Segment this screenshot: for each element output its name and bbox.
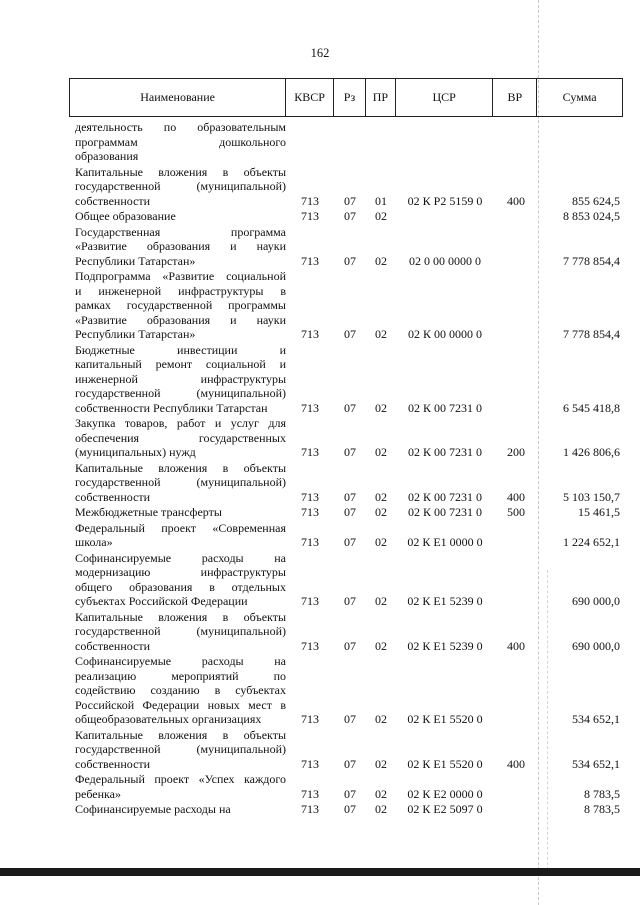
header-csr: ЦСР: [396, 79, 494, 116]
row-name-line: Межбюджетные трансферты: [75, 505, 222, 519]
row-csr: 02 0 00 0000 0: [409, 253, 481, 268]
row-name-line: «Развитие образования и науки: [75, 239, 286, 253]
row-rz: 07: [344, 638, 356, 653]
row-csr: 02 К Е1 5239 0: [407, 638, 483, 653]
row-kvsr: 713: [301, 786, 319, 801]
row-rz: 07: [344, 594, 356, 608]
row-name-line: капитальный ремонт социальной и: [75, 357, 286, 371]
row-csr: 02 К 00 7231 0: [407, 489, 482, 504]
header-kvsr: КВСР: [286, 79, 334, 116]
row-name: [69, 209, 286, 224]
row-sum: 8 853 024,5: [563, 209, 620, 223]
row-name-line: Федеральный проект «Современная: [75, 520, 286, 535]
row-pr: 02: [375, 400, 387, 415]
row-name-line: школа»: [75, 535, 113, 549]
row-name-line: Государственная программа: [75, 224, 286, 239]
row-name-line: Софинансируемые расходы на: [75, 654, 286, 668]
row-kvsr: 713: [301, 505, 319, 519]
row-name: [69, 120, 286, 164]
row-pr: 02: [375, 638, 387, 653]
row-name-line: государственной (муниципальной): [75, 386, 286, 400]
row-pr: 02: [375, 505, 387, 519]
page-number: 162: [310, 46, 330, 60]
row-name-line: ребенка»: [75, 786, 121, 801]
row-name-line: рамках государственной программы: [75, 298, 286, 312]
row-name: [69, 802, 286, 817]
row-name-line: Общее образование: [75, 209, 176, 223]
row-vr: 400: [507, 638, 525, 653]
row-kvsr: 713: [301, 209, 319, 223]
table-row: [69, 343, 623, 416]
row-rz: 07: [344, 802, 356, 816]
row-csr: 02 К 00 7231 0: [407, 445, 482, 459]
row-name: [69, 165, 286, 209]
row-kvsr: 713: [301, 712, 319, 726]
row-csr: 02 К Е1 5520 0: [407, 712, 483, 726]
table-row: [69, 209, 623, 224]
row-sum: 6 545 418,8: [563, 400, 620, 415]
row-kvsr: 713: [301, 594, 319, 608]
row-name-line: Бюджетные инвестиции и: [75, 342, 286, 357]
row-name: [69, 225, 286, 269]
row-csr: 02 К Е1 5520 0: [407, 756, 483, 771]
row-sum: 1 426 806,6: [563, 445, 620, 459]
row-name-line: (муниципальных) нужд: [75, 445, 196, 459]
table-row: [69, 802, 623, 817]
row-name-line: «Развитие образования и науки: [75, 312, 286, 327]
row-kvsr: 713: [301, 445, 319, 459]
row-vr: 400: [507, 756, 525, 771]
row-sum: 534 652,1: [572, 712, 620, 726]
row-name-line: Софинансируемые расходы на: [75, 550, 286, 565]
row-kvsr: 713: [301, 489, 319, 504]
row-rz: 07: [344, 489, 356, 504]
table-row: [69, 505, 623, 520]
row-vr: 400: [507, 489, 525, 504]
row-name: [69, 416, 286, 460]
row-name-line: государственной (муниципальной): [75, 475, 286, 489]
row-name-line: субъектах Российской Федерации: [75, 594, 248, 608]
row-name: [69, 521, 286, 550]
row-pr: 02: [375, 253, 387, 268]
row-kvsr: 713: [301, 802, 319, 816]
row-pr: 02: [375, 209, 387, 223]
row-name-line: реализацию мероприятий по: [75, 668, 286, 683]
row-rz: 07: [344, 445, 356, 459]
row-sum: 690 000,0: [572, 638, 620, 653]
row-csr: 02 К Е1 0000 0: [407, 535, 483, 549]
row-name: [69, 551, 286, 609]
row-kvsr: 713: [301, 756, 319, 771]
row-rz: 07: [344, 400, 356, 415]
table-row: [69, 225, 623, 269]
row-name-line: модернизацию инфраструктуры: [75, 565, 286, 579]
row-csr: 02 К Е2 5097 0: [407, 802, 483, 816]
header-sum: Сумма: [562, 90, 597, 104]
table-row: [69, 654, 623, 727]
row-rz: 07: [344, 756, 356, 771]
row-pr: 02: [375, 489, 387, 504]
row-sum: 1 224 652,1: [563, 535, 620, 549]
row-kvsr: 713: [301, 253, 319, 268]
row-name-line: Капитальные вложения в объекты: [75, 727, 286, 742]
table-row: [69, 551, 623, 609]
row-pr: 02: [375, 535, 387, 549]
row-rz: 07: [344, 193, 356, 208]
table-row: [69, 728, 623, 772]
row-sum: 7 778 854,4: [563, 327, 620, 341]
row-name-line: Капитальные вложения в объекты: [75, 164, 286, 179]
row-sum: 855 624,5: [572, 193, 620, 208]
row-name-line: Капитальные вложения в объекты: [75, 460, 286, 475]
row-rz: 07: [344, 786, 356, 801]
row-name-line: Республики Татарстан»: [75, 253, 196, 268]
row-pr: 01: [375, 193, 387, 208]
row-pr: 02: [375, 786, 387, 801]
row-name-line: обеспечения государственных: [75, 430, 286, 445]
row-csr: 02 К Е1 5239 0: [407, 594, 483, 608]
row-kvsr: 713: [301, 400, 319, 415]
row-name: [69, 343, 286, 416]
row-sum: 15 461,5: [578, 505, 620, 519]
row-kvsr: 713: [301, 638, 319, 653]
row-name-line: общеобразовательных организациях: [75, 712, 262, 726]
row-rz: 07: [344, 327, 356, 341]
row-csr: 02 К 00 7231 0: [407, 505, 482, 519]
row-name: [69, 654, 286, 727]
row-name-line: Российской Федерации новых мест в: [75, 697, 286, 712]
row-rz: 07: [344, 712, 356, 726]
header-rz: Рз: [334, 79, 366, 116]
row-name-line: общего образования в отдельных: [75, 579, 286, 594]
row-name-line: Федеральный проект «Успех каждого: [75, 772, 286, 786]
row-rz: 07: [344, 505, 356, 519]
row-name-line: государственной (муниципальной): [75, 742, 286, 756]
row-name-line: государственной (муниципальной): [75, 624, 286, 638]
table-row: [69, 772, 623, 801]
row-name-line: Закупка товаров, работ и услуг для: [75, 416, 286, 430]
row-pr: 02: [375, 445, 387, 459]
header-vr: ВР: [493, 79, 537, 116]
row-name: [69, 610, 286, 654]
row-vr: 400: [507, 193, 525, 208]
row-name-line: Капитальные вложения в объекты: [75, 609, 286, 624]
row-name-line: программам дошкольного: [75, 134, 286, 149]
row-name-line: деятельность по образовательным: [75, 120, 286, 134]
table-body: [69, 120, 623, 817]
row-pr: 02: [375, 712, 387, 726]
row-pr: 02: [375, 802, 387, 816]
row-name: [69, 269, 286, 342]
row-name: [69, 772, 286, 801]
table-header: [69, 78, 623, 117]
row-kvsr: 713: [301, 327, 319, 341]
row-name-line: Софинансируемые расходы на: [75, 802, 231, 816]
row-sum: 534 652,1: [572, 756, 620, 771]
row-sum: 5 103 150,7: [563, 489, 620, 504]
row-csr: 02 К Р2 5159 0: [407, 193, 483, 208]
row-name-line: Республики Татарстан»: [75, 327, 196, 341]
row-pr: 02: [375, 756, 387, 771]
row-name-line: государственной (муниципальной): [75, 179, 286, 193]
row-sum: 8 783,5: [584, 802, 620, 816]
row-name-line: собственности: [75, 193, 151, 208]
row-name: [69, 505, 286, 520]
row-pr: 02: [375, 594, 387, 608]
row-name-line: Подпрограмма «Развитие социальной: [75, 269, 286, 283]
scan-edge-bar: [0, 868, 640, 876]
row-kvsr: 713: [301, 193, 319, 208]
row-rz: 07: [344, 209, 356, 223]
row-name-line: собственности Республики Татарстан: [75, 400, 268, 415]
row-vr: 500: [507, 505, 525, 519]
row-rz: 07: [344, 535, 356, 549]
row-rz: 07: [344, 253, 356, 268]
row-csr: 02 К Е2 0000 0: [407, 786, 483, 801]
table-row: [69, 165, 623, 209]
row-name-line: инженерной инфраструктуры: [75, 371, 286, 386]
row-csr: 02 К 00 0000 0: [407, 327, 482, 341]
row-name-line: собственности: [75, 756, 151, 771]
row-csr: 02 К 00 7231 0: [407, 400, 482, 415]
header-name: Наименование: [70, 79, 286, 116]
row-name: [69, 728, 286, 772]
table-row: [69, 461, 623, 505]
row-kvsr: 713: [301, 535, 319, 549]
row-name: [69, 461, 286, 505]
table-row: [69, 269, 623, 342]
row-sum: 7 778 854,4: [563, 253, 620, 268]
header-pr: ПР: [366, 79, 396, 116]
row-name-line: содействию созданию в субъектах: [75, 683, 286, 697]
table-row: [69, 416, 623, 460]
row-name-line: собственности: [75, 638, 151, 653]
table-row: [69, 120, 623, 164]
row-name-line: образования: [75, 149, 139, 163]
table-row: [69, 610, 623, 654]
row-name-line: собственности: [75, 489, 151, 504]
row-vr: 200: [507, 445, 525, 459]
table-row: [69, 521, 623, 550]
row-pr: 02: [375, 327, 387, 341]
row-name-line: и инженерной инфраструктуры в: [75, 283, 286, 298]
row-sum: 690 000,0: [572, 594, 620, 608]
row-sum: 8 783,5: [584, 786, 620, 801]
